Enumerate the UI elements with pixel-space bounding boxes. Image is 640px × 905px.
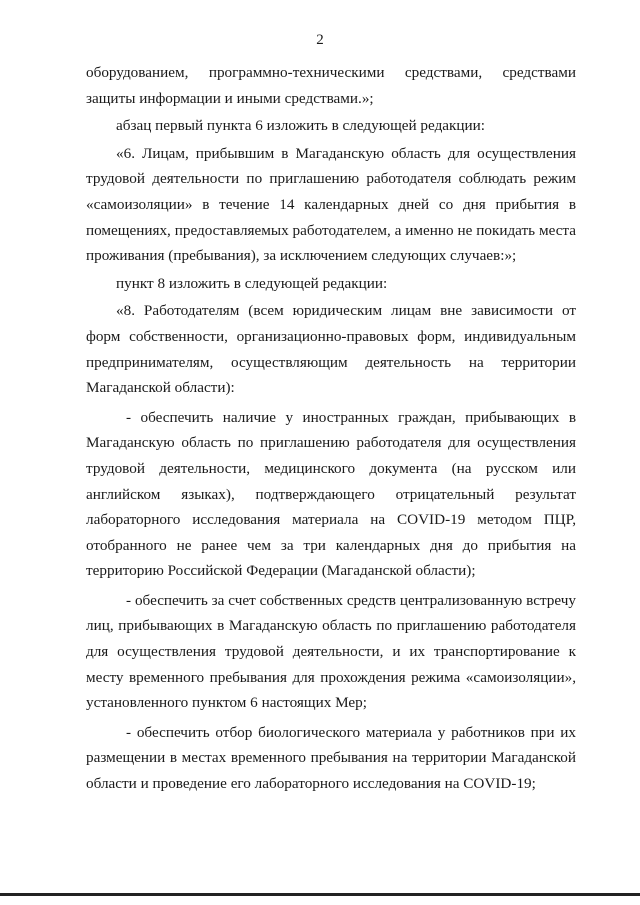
paragraph-continuation: оборудованием, программно-техническими средствами, средствами защиты информации и иными средствами.»; xyxy=(86,64,576,107)
bullet-medical-document: - обеспечить наличие у иностранных граждан, прибывающих в Магаданскую область по приглашению работодателя для осуществления трудовой деятельности, медицинского документа (на русском или английском языках), подтверждающего отрицательный результат лабораторного исследования материала на COVID-19 методом ПЦР, отобранного не ранее чем за три календарных дня до прибытия на территорию Российской Федерации (Магаданской области); xyxy=(86,408,576,580)
bullet-meeting-transport: - обеспечить за счет собственных средств централизованную встречу лиц, прибывающих в Магаданскую область по приглашению работодателя для осуществления трудовой деятельности, и их транспортирование к месту временного пребывания для прохождения режима «самоизоляции», установленного пунктом 6 настоящих Мер; xyxy=(86,591,576,712)
paragraph-amend-8-intro: пункт 8 изложить в следующей редакции: xyxy=(116,274,388,292)
bullet-biological-sampling: - обеспечить отбор биологического материала у работников при их размещении в местах временного пребывания на территории Магаданской области и проведение его лабораторного исследования на COVID-19; xyxy=(86,723,576,793)
bottom-scan-edge xyxy=(0,893,640,896)
paragraph-item-8: «8. Работодателям (всем юридическим лицам вне зависимости от форм собственности, организационно-правовых форм, индивидуальным предпринимателям, осуществляющим деятельность на территории Магаданской области): xyxy=(86,302,576,397)
paragraph-item-6: «6. Лицам, прибывшим в Магаданскую область для осуществления трудовой деятельности по приглашению работодателя соблюдать режим «самоизоляции» в течение 14 календарных дней со дня прибытия в помещениях, предоставляемых работодателем, а именно не покидать места проживания (пребывания), за исключением следующих случаев:»; xyxy=(86,144,576,265)
paragraph-amend-6-intro: абзац первый пункта 6 изложить в следующей редакции: xyxy=(116,117,486,135)
page-number: 2 xyxy=(316,32,324,48)
document-body xyxy=(86,60,576,797)
